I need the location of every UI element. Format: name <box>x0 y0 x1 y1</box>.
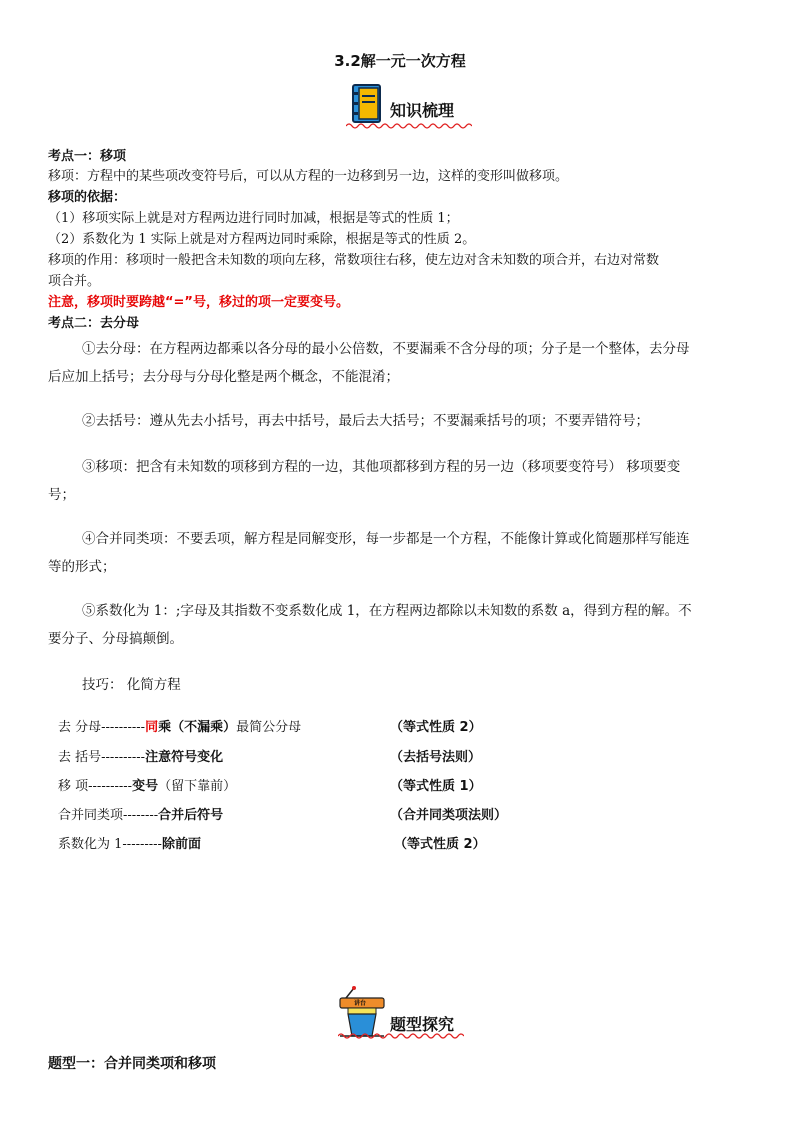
step-dashes: --------- <box>122 837 162 852</box>
step-row <box>58 804 223 823</box>
step-dashes: -------- <box>123 808 159 823</box>
section-title-knowledge: 知识梳理 <box>390 101 455 120</box>
document-title: 3.2解一元一次方程 <box>334 52 466 70</box>
step-rule: （去括号法则） <box>390 750 482 765</box>
step-dashes: ---------- <box>101 720 146 735</box>
item2-text: ②去括号：遵从先去小括号，再去中括号，最后去大括号；不要漏乘括号的项；不要弄错符号； <box>82 413 649 429</box>
step-label: 系数化为 1 <box>58 837 123 852</box>
step-action-bold: 合并后符号 <box>158 808 224 823</box>
effect-line-1: 移项的作用：移项时一般把含未知数的项向左移，常数项往右移，使左边对含未知数的项合并，右边对常数 <box>48 253 660 268</box>
step-action-bold: 注意符号变化 <box>145 750 224 765</box>
step-row <box>58 775 236 794</box>
step-action-plain: 最简公分母 <box>236 720 302 735</box>
basis-heading: 移项的依据： <box>48 190 127 205</box>
step-label: 移 项 <box>58 779 89 794</box>
step-rule: （等式性质 2） <box>390 720 482 735</box>
point1-definition: 移项：方程中的某些项改变符号后，可以从方程的一边移到另一边，这样的变形叫做移项。 <box>48 169 569 184</box>
wavy-underline <box>346 122 472 130</box>
step-dashes: ---------- <box>101 750 146 765</box>
step-action-plain: （留下靠前） <box>158 779 237 794</box>
wavy-underline <box>338 1032 464 1040</box>
point2-heading: 考点二：去分母 <box>48 316 140 331</box>
step-action-bold: 乘（不漏乘） <box>158 720 237 735</box>
item5-line1: ⑤系数化为 1：;字母及其指数不变系数化成 1，在方程两边都除以未知数的系数 a，得到方程的解。不 <box>82 603 692 619</box>
item4-line1: ④合并同类项：不要丢项，解方程是同解变形，每一步都是一个方程，不能像计算或化简题那样写能连 <box>82 531 690 547</box>
tip-text: 技巧： 化简方程 <box>82 677 181 693</box>
item1-line1: ①去分母：在方程两边都乘以各分母的最小公倍数，不要漏乘不含分母的项；分子是一个整体，去分母 <box>82 341 690 357</box>
effect-line-2: 项合并。 <box>48 274 101 289</box>
basis-item-1: （1）移项实际上就是对方程两边进行同时加减，根据是等式的性质 1； <box>48 211 459 226</box>
item1-line2: 后应加上括号；去分母与分母化整是两个概念，不能混淆； <box>48 369 399 385</box>
step-row <box>58 833 201 852</box>
podium-label: 讲台 <box>354 1000 367 1007</box>
step-rule: （合并同类项法则） <box>390 808 508 823</box>
step-label: 合并同类项 <box>58 808 124 823</box>
step-row <box>58 716 301 735</box>
type1-heading: 题型一：合并同类项和移项 <box>48 1056 216 1072</box>
step-action-bold: 变号 <box>132 779 159 794</box>
item5-line2: 要分子、分母搞颠倒。 <box>48 631 183 647</box>
item3-line2: 号； <box>48 487 75 503</box>
step-label: 去 分母 <box>58 720 102 735</box>
podium-icon <box>336 986 388 1038</box>
step-dashes: ---------- <box>88 779 133 794</box>
step-row <box>58 746 223 765</box>
basis-item-2: （2）系数化为 1 实际上就是对方程两边同时乘除，根据是等式的性质 2。 <box>48 232 476 247</box>
item3-line1: ③移项：把含有未知数的项移到方程的一边，其他项都移到方程的另一边（移项要变符号） 移项要变 <box>82 459 681 475</box>
step-rule: （等式性质 2） <box>394 837 486 852</box>
notebook-icon <box>352 84 382 124</box>
step-action-red: 同 <box>145 720 159 735</box>
section-title-explore: 题型探究 <box>390 1015 455 1034</box>
item4-line2: 等的形式； <box>48 559 116 575</box>
step-rule: （等式性质 1） <box>390 779 482 794</box>
step-action-bold: 除前面 <box>161 837 201 852</box>
step-label: 去 括号 <box>58 750 102 765</box>
point1-heading: 考点一：移项 <box>48 149 127 164</box>
note-text: 注意，移项时要跨越“=”号，移过的项一定要变号。 <box>48 295 349 310</box>
